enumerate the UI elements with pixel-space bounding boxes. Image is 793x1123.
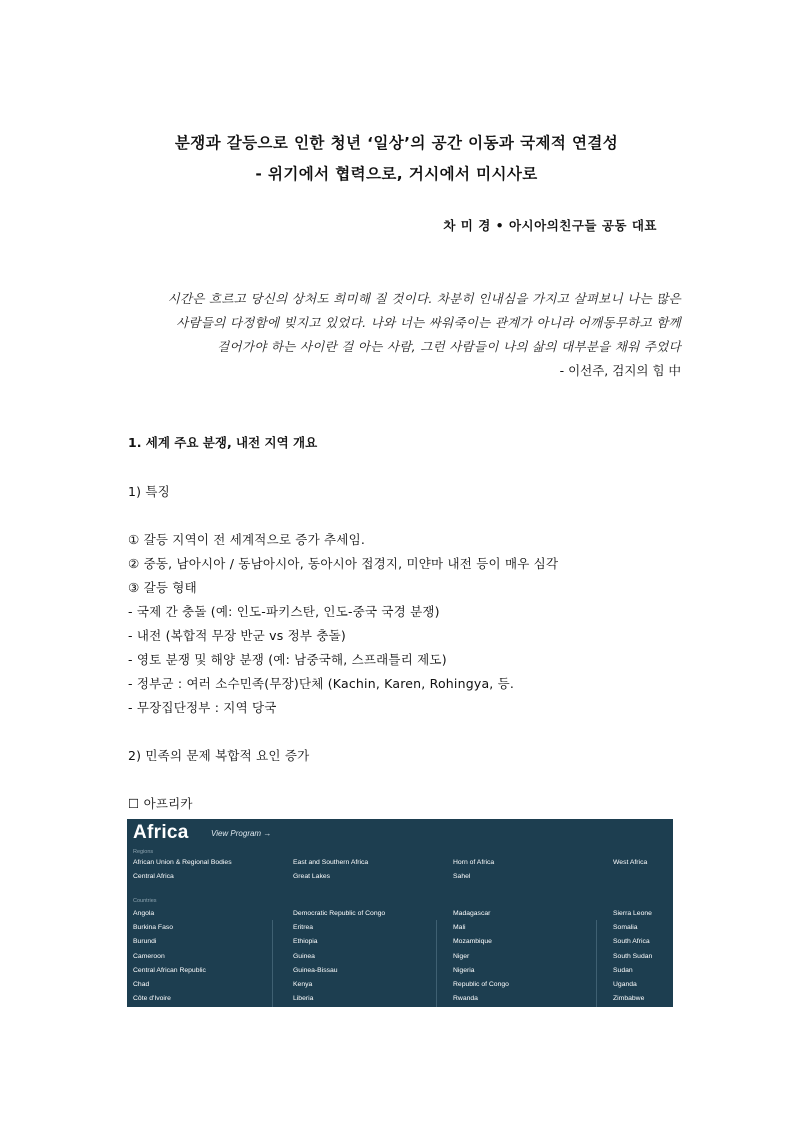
- country-item: Mali: [453, 924, 466, 931]
- country-item: Burkina Faso: [133, 924, 174, 931]
- country-item: Uganda: [613, 981, 637, 988]
- country-item: Burundi: [133, 938, 157, 945]
- list-item: ③ 갈등 형태: [128, 580, 197, 595]
- subsection-heading: 2) 민족의 문제 복합적 요인 증가: [128, 748, 310, 763]
- quote-line: 걸어가야 하는 사이란 걸 아는 사람, 그런 사람들이 나의 삶의 대부분을 채워 주었다: [217, 339, 681, 354]
- document-title: 분쟁과 갈등으로 인한 청년 ‘일상’의 공간 이동과 국제적 연결성: [174, 134, 619, 152]
- author-line: 차 미 경 • 아시아의친구들 공동 대표: [443, 218, 657, 233]
- country-item: South Sudan: [613, 953, 653, 960]
- list-item: ① 갈등 지역이 전 세계적으로 증가 추세임.: [128, 532, 366, 547]
- country-item: Somalia: [613, 924, 638, 931]
- africa-panel: [127, 819, 673, 1007]
- country-item: Republic of Congo: [453, 981, 509, 988]
- country-item: Cameroon: [133, 953, 165, 960]
- country-item: Sudan: [613, 967, 633, 974]
- country-item: Central African Republic: [133, 967, 206, 974]
- country-item: Ethiopia: [293, 938, 318, 945]
- region-item: Sahel: [453, 873, 471, 880]
- country-item: Sierra Leone: [613, 910, 652, 917]
- country-item: Niger: [453, 953, 470, 960]
- country-item: Nigeria: [453, 967, 475, 974]
- region-item: West Africa: [613, 859, 648, 866]
- region-item: Central Africa: [133, 873, 174, 880]
- country-item: Guinea: [293, 953, 315, 960]
- quote-source: - 이선주, 검지의 힘 中: [559, 363, 681, 378]
- regions-label: Regions: [133, 849, 154, 855]
- list-item: - 무장집단정부 : 지역 당국: [128, 700, 277, 715]
- region-item: Great Lakes: [293, 873, 331, 880]
- country-item: Democratic Republic of Congo: [293, 910, 386, 917]
- quote-line: 사람들의 다정함에 빚지고 있었다. 나와 너는 싸워죽이는 관계가 아니라 어깨동무하고 함께: [176, 315, 681, 330]
- country-item: Côte d'Ivoire: [133, 995, 171, 1002]
- country-item: Guinea-Bissau: [293, 967, 338, 974]
- country-item: Chad: [133, 981, 150, 988]
- document-subtitle: - 위기에서 협력으로, 거시에서 미시사로: [255, 165, 538, 183]
- country-item: Angola: [133, 910, 155, 917]
- subsection-heading: 1) 특징: [128, 484, 170, 499]
- region-item: East and Southern Africa: [293, 859, 369, 866]
- country-item: South Africa: [613, 938, 650, 945]
- country-item: Mozambique: [453, 938, 492, 945]
- column-divider: [596, 920, 597, 1007]
- country-item: Rwanda: [453, 995, 478, 1002]
- column-divider: [272, 920, 273, 1007]
- list-item: - 국제 간 충돌 (예: 인도-파키스탄, 인도-중국 국경 분쟁): [128, 604, 440, 619]
- panel-title: Africa: [133, 822, 189, 843]
- quote-line: 시간은 흐르고 당신의 상처도 희미해 질 것이다. 차분히 인내심을 가지고 살펴보니 나는 많은: [167, 291, 681, 306]
- country-item: Madagascar: [453, 910, 491, 917]
- country-item: Kenya: [293, 981, 313, 988]
- countries-label: Countries: [133, 898, 157, 904]
- section-heading: 1. 세계 주요 분쟁, 내전 지역 개요: [128, 435, 318, 450]
- list-item: - 영토 분쟁 및 해양 분쟁 (예: 남중국해, 스프래틀리 제도): [128, 652, 447, 667]
- country-item: Zimbabwe: [613, 995, 645, 1002]
- view-program-link: View Program →: [211, 829, 272, 838]
- region-item: African Union & Regional Bodies: [133, 859, 232, 866]
- list-item: - 정부군 : 여러 소수민족(무장)단체 (Kachin, Karen, Rohingya, 등.: [128, 676, 515, 691]
- list-item: - 내전 (복합적 무장 반군 vs 정부 충돌): [128, 628, 346, 643]
- region-item: Horn of Africa: [453, 859, 495, 866]
- country-item: Liberia: [293, 995, 314, 1002]
- checkbox-item: ☐ 아프리카: [128, 796, 193, 811]
- column-divider: [436, 920, 437, 1007]
- list-item: ② 중동, 남아시아 / 동남아시아, 동아시아 접경지, 미얀마 내전 등이 매우 심각: [128, 556, 559, 571]
- country-item: Eritrea: [293, 924, 314, 931]
